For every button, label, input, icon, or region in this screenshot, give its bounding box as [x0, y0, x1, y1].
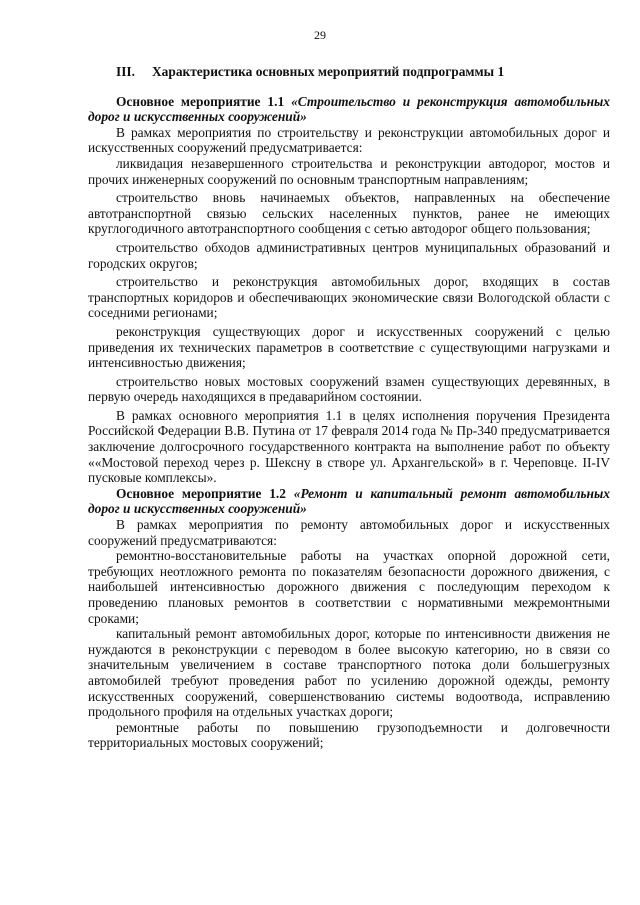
measure-1-2-heading — [88, 486, 610, 517]
measure-1-1-item: строительство и реконструкция автомобильных дорог, входящих в состав транспортных коридоров и обеспечивающих экономические связи Вологодской области с соседними регионами; — [88, 274, 610, 321]
measure-1-2-item: капитальный ремонт автомобильных дорог, которые по интенсивности движения не нуждаются в реконструкции с переводом в более высокую категорию, но в связи со значительным увеличением в составе транспортного потока доли большегрузных автомобилей требуют проведения работ по усилению дорожной одежды, ремонту искусственных сооружений, совершенствованию системы водоотвода, исправлению продольного профиля на отдельных участках дороги; — [88, 626, 610, 720]
measure-1-1-item: строительство обходов административных центров муниципальных образований и городских округов; — [88, 239, 610, 271]
measure-1-1-order-text: В рамках основного мероприятия 1.1 в целях исполнения поручения Президента Российской Федерации В.В. Путина от 17 февраля 2014 года № Пр-340 предусматривается заключение долгосрочного государственного контракта на выполнение работ по объекту ««Мостовой переход через р. Шексну в створе ул. Архангельской» в г. Череповце. II-IV пусковые комплексы». — [88, 407, 610, 486]
measure-1-2-label: Основное мероприятие 1.2 — [116, 485, 286, 501]
measure-1-2-title: «Ремонт и капитальный ремонт автомобильных дорог и искусственных сооружений» — [88, 485, 610, 517]
measure-1-1-label: Основное мероприятие 1.1 — [116, 93, 285, 109]
page-content — [88, 64, 610, 751]
measure-1-1-item: ликвидация незавершенного строительства и реконструкции автодорог, мостов и прочих инженерных сооружений по основным транспортным направлениям; — [88, 155, 610, 187]
measure-1-1-title: «Строительство и реконструкция автомобильных дорог и искусственных сооружений» — [88, 93, 610, 125]
measure-1-2-item: ремонтно-восстановительные работы на участках опорной дорожной сети, требующих неотложного ремонта по показателям безопасности дорожного движения, с наибольшей интенсивностью дорожного движения с последующим переходом к проведению плановых ремонтов в соответствии с нормативными межремонтными сроками; — [88, 548, 610, 626]
measure-1-2-item: ремонтные работы по повышению грузоподъемности и долговечности территориальных мостовых сооружений; — [88, 719, 610, 751]
measure-1-1-heading — [88, 94, 610, 125]
measure-1-1-item: строительство новых мостовых сооружений взамен существующих деревянных, в первую очередь находящихся в предаварийном состоянии. — [88, 373, 610, 405]
section-heading — [116, 64, 610, 80]
measure-1-1-intro: В рамках мероприятия по строительству и реконструкции автомобильных дорог и искусственных сооружений предусматривается: — [88, 124, 610, 156]
measure-1-1-item: строительство вновь начинаемых объектов, направленных на обеспечение автотранспортной связью сельских населенных пунктов, ранее не имеющих круглогодичного автотранспортного сообщения с сетью автодорог общего пользования; — [88, 190, 610, 237]
section-title: Характеристика основных мероприятий подпрограммы 1 — [152, 64, 505, 79]
measure-1-1-item: реконструкция существующих дорог и искусственных сооружений с целью приведения их технических параметров в соответствие с существующими нагрузками и интенсивностью движения; — [88, 323, 610, 371]
page-number: 29 — [314, 28, 326, 42]
measure-1-2-intro: В рамках мероприятия по ремонту автомобильных дорог и искусственных сооружений предусматриваются: — [88, 517, 610, 548]
section-number: III. — [116, 64, 135, 79]
